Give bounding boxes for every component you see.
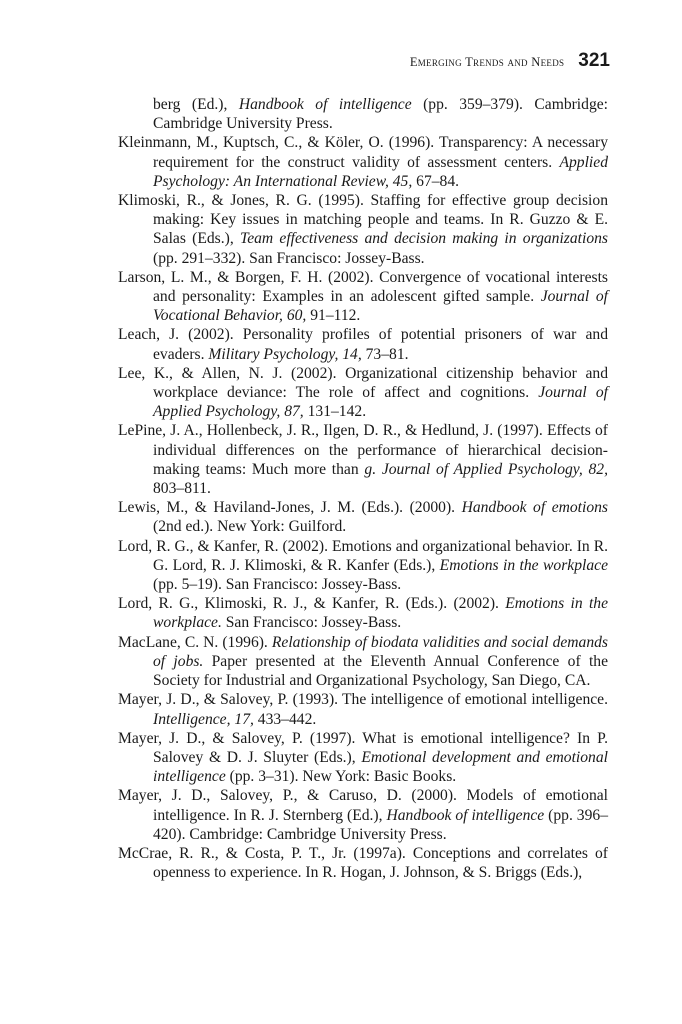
running-title: Emerging Trends and Needs	[409, 55, 565, 69]
reference-list	[118, 95, 608, 882]
reference-entry: LePine, J. A., Hollenbeck, J. R., Ilgen, D. R., & Hedlund, J. (1997). Effects of individual differences on the performance of hierarchical decision-making teams: Much more than g. Journal of Applied Psychology, 82, 803–811.	[118, 422, 608, 498]
running-head	[410, 50, 610, 72]
page-number: 321	[578, 50, 610, 71]
reference-entry: Lord, R. G., Klimoski, R. J., & Kanfer, R. (Eds.). (2002). Emotions in the workplace. San Francisco: Jossey-Bass.	[118, 595, 608, 632]
reference-entry: Klimoski, R., & Jones, R. G. (1995). Staffing for effective group decision making: Key issues in matching people and teams. In R. Guzzo & E. Salas (Eds.), Team effectiveness and decision making in organizations (pp. 291–332). San Francisco: Jossey-Bass.	[118, 192, 608, 267]
reference-entry: Mayer, J. D., Salovey, P., & Caruso, D. (2000). Models of emotional intelligence. In R. J. Sternberg (Ed.), Handbook of intelligence (pp. 396–420). Cambridge: Cambridge University Press.	[118, 787, 608, 843]
reference-entry: Larson, L. M., & Borgen, F. H. (2002). Convergence of vocational interests and personality: Examples in an adolescent gifted sample. Journal of Vocational Behavior, 60, 91–112.	[118, 268, 608, 325]
reference-entry: Lord, R. G., & Kanfer, R. (2002). Emotions and organizational behavior. In R. G. Lord, R. J. Klimoski, & R. Kanfer (Eds.), Emotions in the workplace (pp. 5–19). San Francisco: Jossey-Bass.	[118, 537, 608, 594]
reference-entry: Mayer, J. D., & Salovey, P. (1993). The intelligence of emotional intelligence. Intelligence, 17, 433–442.	[118, 691, 608, 728]
reference-entry: MacLane, C. N. (1996). Relationship of biodata validities and social demands of jobs. Paper presented at the Eleventh Annual Conference of the Society for Industrial and Organizational Psychology, San Diego, CA.	[118, 633, 609, 690]
reference-entry: Mayer, J. D., & Salovey, P. (1997). What is emotional intelligence? In P. Salovey & D. J. Sluyter (Eds.), Emotional development and emotional intelligence (pp. 3–31). New York: Basic Books.	[118, 729, 608, 786]
reference-entry: Lee, K., & Allen, N. J. (2002). Organizational citizenship behavior and workplace deviance: The role of affect and cognitions. Journal of Applied Psychology, 87, 131–142.	[118, 364, 608, 421]
reference-entry: Kleinmann, M., Kuptsch, C., & Köler, O. (1996). Transparency: A necessary requirement for the construct validity of assessment centers. Applied Psychology: An International Review, 45, 67–84.	[118, 134, 608, 190]
reference-entry: Lewis, M., & Haviland-Jones, J. M. (Eds.). (2000). Handbook of emotions (2nd ed.). New York: Guilford.	[118, 499, 608, 536]
reference-entry: berg (Ed.), Handbook of intelligence (pp. 359–379). Cambridge: Cambridge University Press.	[153, 96, 608, 133]
reference-entry: McCrae, R. R., & Costa, P. T., Jr. (1997a). Conceptions and correlates of openness to experience. In R. Hogan, J. Johnson, & S. Briggs (Eds.),	[118, 844, 608, 882]
reference-entry: Leach, J. (2002). Personality profiles of potential prisoners of war and evaders. Military Psychology, 14, 73–81.	[118, 326, 608, 363]
